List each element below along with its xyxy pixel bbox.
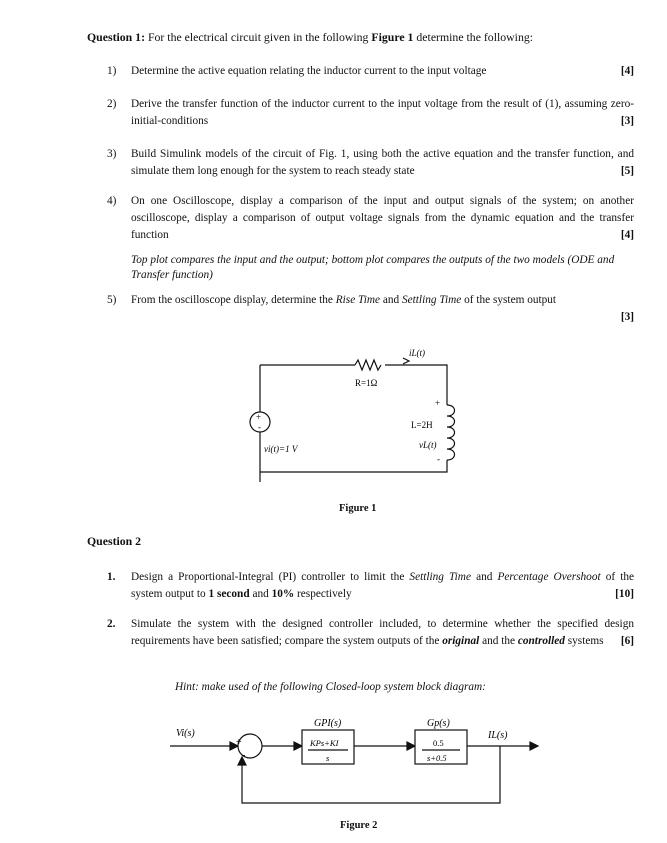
figure1-circuit: [235, 340, 475, 500]
q2-item-1-marks: [10]: [615, 588, 634, 600]
q2-item-2-text-a: Simulate the system with the designed controller included, to determine whether the specified design requirements have been satisfied; compare the system outputs of the: [131, 618, 634, 647]
plant-numerator: 0.5: [433, 738, 444, 748]
q1-item-4-marks: [4]: [620, 229, 634, 241]
q1-item-4-num: 4): [107, 195, 117, 207]
plant-title: Gp(s): [427, 718, 450, 729]
source-label: vi(t)=1 V: [264, 444, 298, 454]
q1-item-5: [107, 292, 634, 326]
q1-item-3: [107, 146, 634, 180]
inductor-plus: +: [435, 398, 441, 408]
q2-item-1-text-c: and: [252, 588, 269, 600]
q1-item-5-text-pre: From the oscilloscope display, determine the: [131, 294, 333, 306]
q2-item-2-marks: [6]: [620, 635, 634, 647]
q2-item-1-num: 1.: [107, 571, 116, 583]
output-label: IL(s): [488, 730, 508, 741]
q2-item-2-text-b: and the: [482, 635, 516, 647]
controller-numerator: KPs+KI: [310, 738, 339, 748]
figure2-block-diagram: [170, 708, 560, 813]
q1-item-4-note: Top plot compares the input and the output; bottom plot compares the outputs of the two models (ODE and Transfer function): [131, 254, 615, 281]
q2-item-2-num: 2.: [107, 618, 116, 630]
inductor-label: L=2H: [411, 420, 433, 430]
q1-item-2-text: Derive the transfer function of the inductor current to the input voltage from the result of (1), assuming zero-initial-conditions: [131, 98, 634, 127]
sum-minus: -: [242, 750, 246, 761]
q2-item-2-original: original: [442, 635, 480, 647]
plant-arrowhead: [407, 742, 415, 750]
q1-item-5-marks: [3]: [620, 311, 634, 323]
q2-item-1-bold1: 1 second: [208, 588, 250, 600]
current-arrow: [403, 358, 409, 364]
inductor-coil: [447, 405, 455, 460]
q1-item-2-marks: [3]: [620, 115, 634, 127]
q1-item-2-num: 2): [107, 98, 117, 110]
q1-item-5-settling: Settling Time: [401, 294, 462, 306]
q2-item-1: [107, 569, 634, 603]
q1-item-3-marks: [5]: [620, 165, 634, 177]
input-label: Vi(s): [176, 728, 195, 739]
q2-item-1-percentage: Percentage Overshoot: [497, 571, 601, 583]
q1-item-5-and: and: [382, 294, 400, 306]
hint-text: Hint: make used of the following Closed-loop system block diagram:: [175, 681, 486, 693]
q1-item-5-num: 5): [107, 294, 117, 306]
controller-arrowhead: [294, 742, 302, 750]
q1-item-5-rise: Rise Time: [335, 294, 381, 306]
question1-intro-pre: For the electrical circuit given in the following: [147, 30, 369, 44]
controller-title: GPI(s): [314, 718, 342, 729]
question2-heading: Question 2: [87, 534, 142, 548]
current-label: iL(t): [409, 348, 426, 358]
q1-item-1-marks: [4]: [620, 65, 634, 77]
inductor-voltage-label: vL(t): [419, 440, 437, 450]
source-plus: +: [256, 412, 262, 422]
output-arrowhead: [530, 742, 538, 750]
q2-item-2-text-c: systems: [567, 635, 604, 647]
controller-denominator: s: [326, 753, 330, 763]
q2-item-1-bold2: 10%: [271, 588, 295, 600]
q2-item-1-text-d: respectively: [297, 588, 352, 600]
source-minus: -: [258, 422, 261, 432]
resistor-label: R=1Ω: [355, 378, 378, 388]
bottom-right-wire: [260, 460, 447, 472]
q2-item-1-text-b: of the system output to: [131, 571, 634, 600]
q1-item-5-text-post: of the system output: [464, 294, 557, 306]
q1-item-3-text: Build Simulink models of the circuit of Fig. 1, using both the active equation and the transfer function, and simulate them long enough for the system to reach steady state: [131, 148, 634, 177]
question1-label: Question 1:: [87, 30, 146, 44]
sum-plus: +: [236, 737, 242, 748]
q2-item-1-and: and: [476, 571, 493, 583]
q1-item-4-text: On one Oscilloscope, display a comparison of the input and output signals of the system; on another oscilloscope, display a comparison of output voltage signals from the dynamic equation and the transfer function: [131, 195, 634, 241]
q1-item-3-num: 3): [107, 148, 117, 160]
plant-denominator: s+0.5: [427, 753, 447, 763]
q2-item-2: [107, 616, 634, 650]
q1-item-1-num: 1): [107, 65, 117, 77]
q1-item-1: [107, 63, 634, 80]
question1-intro-figure: Figure 1: [371, 30, 414, 44]
question1-heading: [87, 30, 533, 45]
inductor-minus: -: [437, 454, 440, 464]
q2-item-1-settling: Settling Time: [409, 571, 471, 583]
resistor-zigzag: [355, 360, 381, 370]
q2-item-2-controlled: controlled: [517, 635, 565, 647]
question1-intro-post: determine the following:: [416, 30, 534, 44]
q1-item-4: [107, 193, 634, 244]
q1-item-1-text: Determine the active equation relating the inductor current to the input voltage: [131, 65, 487, 77]
q2-item-1-text-a: Design a Proportional-Integral (PI) controller to limit the: [131, 571, 405, 583]
q1-item-2: [107, 96, 634, 130]
figure1-caption: Figure 1: [339, 503, 377, 514]
figure2-caption: Figure 2: [340, 820, 378, 831]
